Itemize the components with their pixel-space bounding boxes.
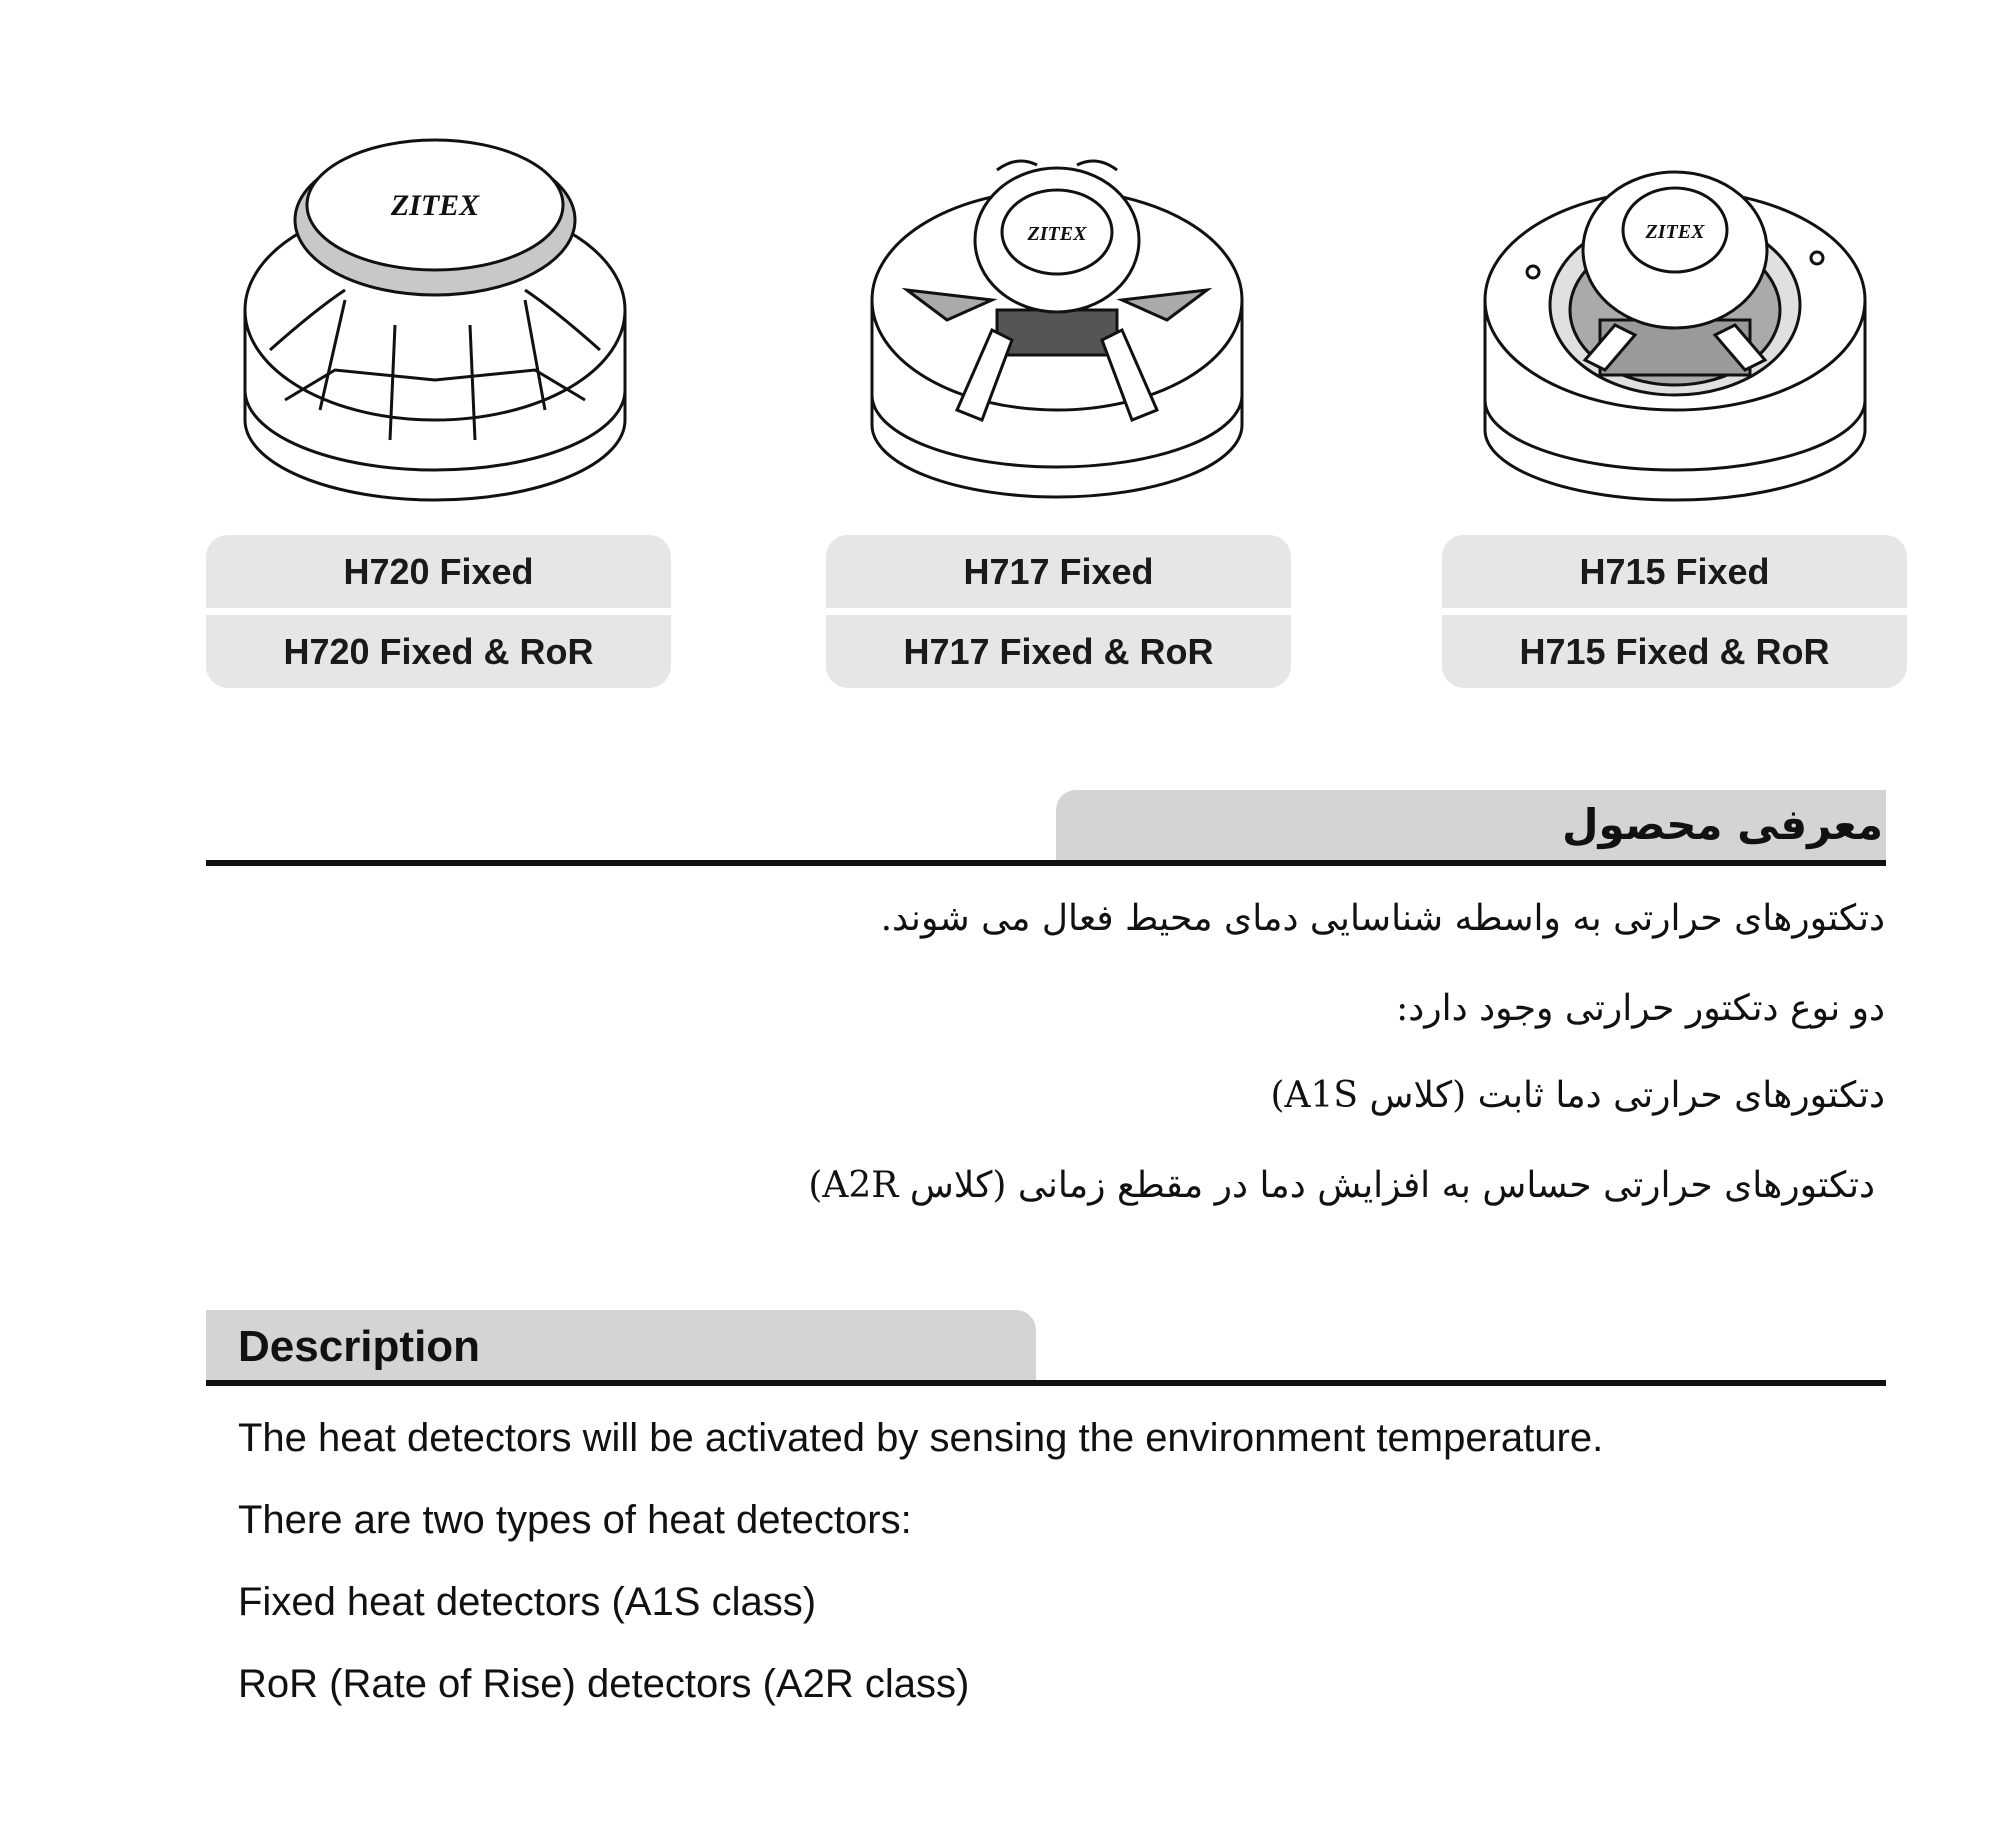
product-label-h715 — [1442, 535, 1907, 690]
model-ror-label: H717 Fixed & RoR — [826, 615, 1291, 688]
detector-h720-illustration — [225, 110, 645, 510]
model-fixed-label: H720 Fixed — [206, 535, 671, 608]
model-fixed-label: H715 Fixed — [1442, 535, 1907, 608]
persian-paragraph-line: دتکتورهای حرارتی به واسطه شناسایی دمای محیط فعال می شوند. — [880, 898, 1885, 939]
model-ror-label: H720 Fixed & RoR — [206, 615, 671, 688]
detector-h717-illustration — [847, 110, 1267, 510]
product-image-h717 — [822, 110, 1292, 510]
model-ror-label: H715 Fixed & RoR — [1442, 615, 1907, 688]
zitex-logo: ZITEX — [1645, 221, 1705, 243]
product-label-h720 — [206, 535, 671, 690]
detector-h715-illustration — [1465, 110, 1885, 510]
zitex-logo: ZITEX — [1027, 223, 1087, 245]
english-section-title: Description — [238, 1322, 481, 1371]
persian-section-divider — [206, 860, 1886, 866]
persian-section-title: معرفی محصول — [1562, 800, 1883, 849]
persian-paragraph-line: دتکتورهای حرارتی حساس به افزایش دما در مقطع زمانی (کلاس A2R) — [808, 1165, 1875, 1206]
persian-paragraph-line: دتکتورهای حرارتی دما ثابت (کلاس A1S) — [1270, 1075, 1885, 1116]
product-label-h717 — [826, 535, 1291, 690]
model-fixed-label: H717 Fixed — [826, 535, 1291, 608]
english-paragraph-line: Fixed heat detectors (A1S class) — [238, 1580, 817, 1624]
zitex-logo: ZITEX — [390, 189, 480, 222]
product-image-h720 — [200, 110, 670, 510]
english-paragraph-line: There are two types of heat detectors: — [238, 1498, 912, 1542]
product-image-h715 — [1440, 110, 1910, 510]
english-section-divider — [206, 1380, 1886, 1386]
persian-paragraph-line: دو نوع دتکتور حرارتی وجود دارد: — [1396, 988, 1885, 1029]
english-paragraph-line: RoR (Rate of Rise) detectors (A2R class) — [238, 1662, 970, 1706]
english-paragraph-line: The heat detectors will be activated by sensing the environment temperature. — [238, 1416, 1604, 1460]
